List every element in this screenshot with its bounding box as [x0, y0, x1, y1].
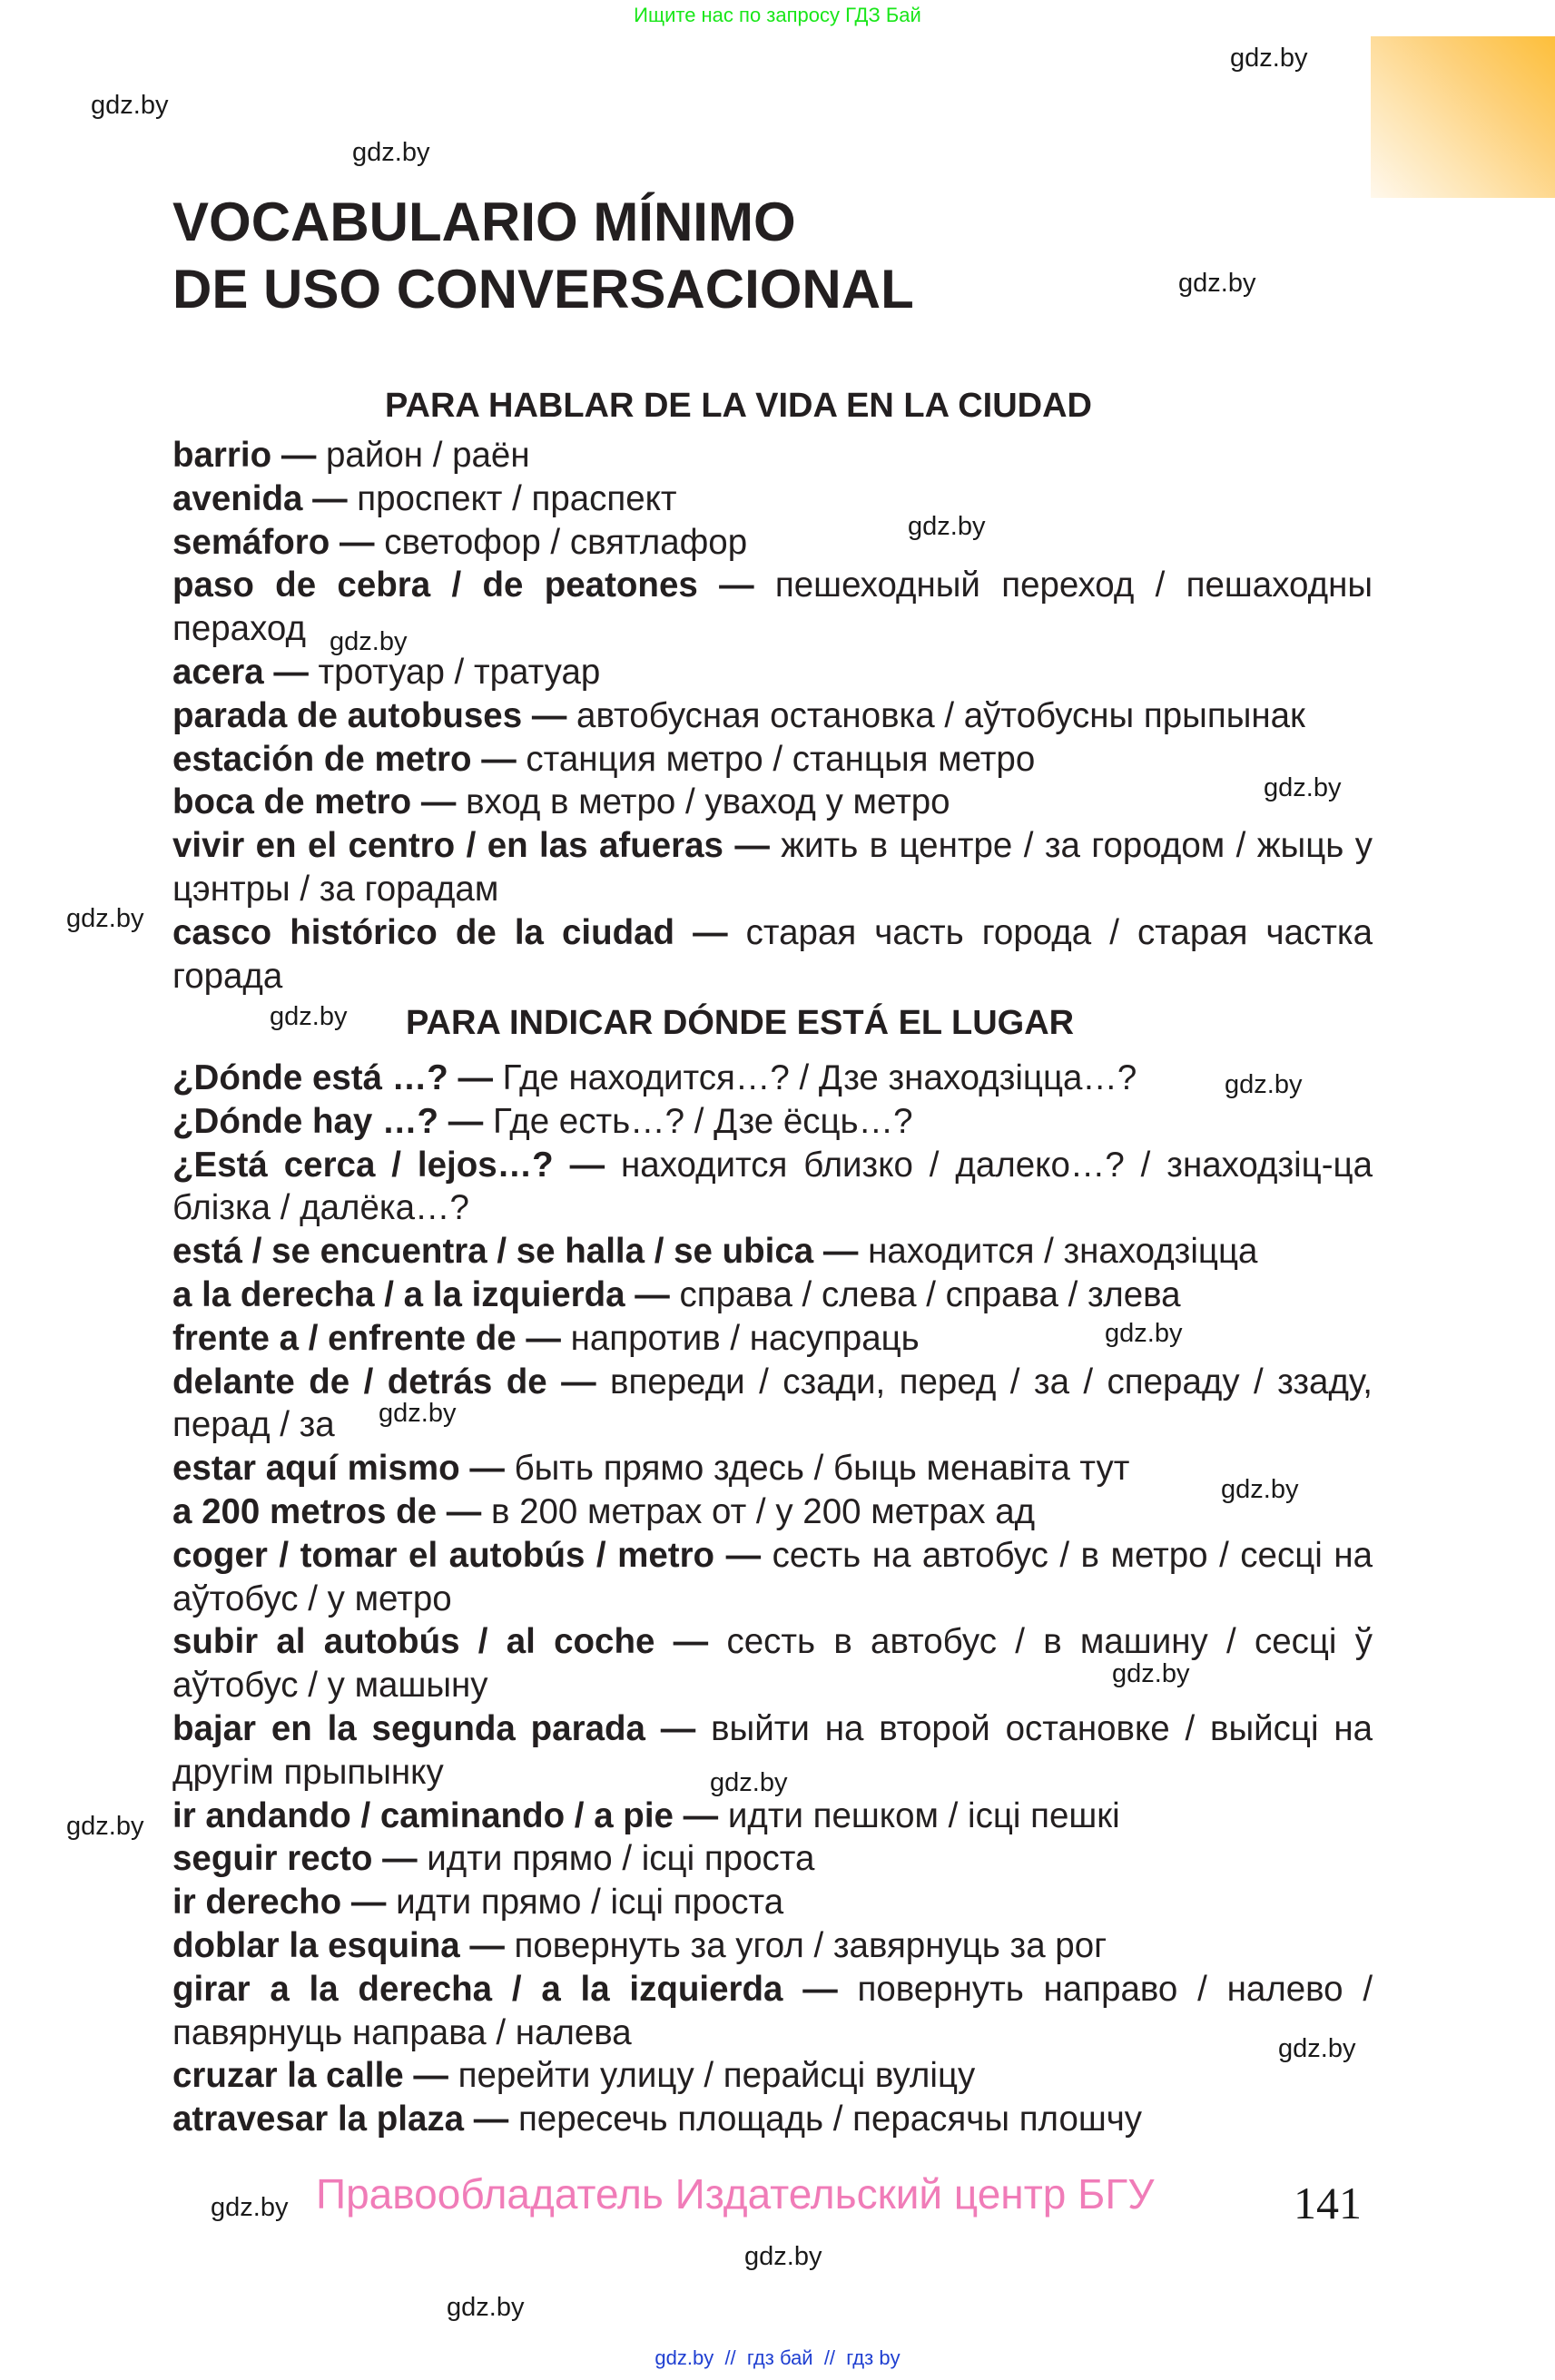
dash: —: [822, 1232, 859, 1272]
vocab-term: atravesar la plaza: [172, 2100, 465, 2139]
watermark: gdz.by: [1225, 1070, 1303, 1099]
watermark: gdz.by: [1178, 269, 1256, 298]
watermark: gdz.by: [66, 1812, 144, 1841]
watermark: gdz.by: [1264, 773, 1342, 802]
vocab-entry: [172, 1837, 1373, 1881]
vocab-translation: идти прямо / ісці проста: [396, 1883, 784, 1923]
watermark: gdz.by: [91, 91, 169, 120]
vocab-term: subir al autobús / al coche: [172, 1622, 655, 1662]
vocab-entry: [172, 1490, 1373, 1534]
footer-links[interactable]: gdz.by // гдз бай // гдз by: [654, 2346, 901, 2369]
vocab-translation: станция метро / станцыя метро: [526, 739, 1036, 779]
watermark: gdz.by: [710, 1768, 788, 1797]
vocab-entry: [172, 824, 1373, 911]
vocab-list-location: [172, 1057, 1373, 2141]
page-title-line-2: DE USO CONVERSACIONAL: [172, 259, 914, 320]
vocab-term: barrio: [172, 436, 272, 475]
vocab-translation: справа / слева / справа / злева: [679, 1274, 1181, 1314]
vocab-entry: [172, 434, 1373, 477]
dash: —: [725, 1535, 762, 1575]
vocab-entry: [172, 1620, 1373, 1707]
dash: —: [660, 1708, 696, 1748]
watermark: gdz.by: [379, 1399, 457, 1428]
vocab-term: avenida: [172, 478, 303, 518]
watermark: gdz.by: [211, 2193, 289, 2222]
vocab-translation: повернуть за угол / завярнуць за рог: [514, 1925, 1107, 1965]
vocab-translation: жить в центре / за городом / жыць у цэнтры / за горадам: [172, 826, 1373, 909]
vocab-translation: быть прямо здесь / быць менавіта тут: [514, 1449, 1130, 1489]
vocab-entry: [172, 2098, 1373, 2141]
vocab-translation: повернуть направо / налево / павярнуць направа / налева: [172, 1969, 1373, 2052]
vocab-translation: напротив / насупраць: [570, 1318, 920, 1358]
watermark: gdz.by: [330, 627, 408, 656]
dash: —: [561, 1362, 596, 1401]
vocab-entry: [172, 1361, 1373, 1448]
dash: —: [280, 436, 317, 475]
vocab-entry: [172, 477, 1373, 521]
vocab-entry: [172, 1795, 1373, 1838]
vocab-translation: проспект / праспект: [357, 478, 677, 518]
dash: —: [312, 478, 348, 518]
vocab-term: paso de cebra / de peatones: [172, 565, 698, 605]
vocab-entry: [172, 1968, 1373, 2055]
watermark: gdz.by: [1230, 44, 1308, 73]
vocab-term: vivir en el centro / en las afueras: [172, 826, 723, 866]
vocab-entry: [172, 651, 1373, 694]
dash: —: [273, 652, 309, 692]
page-title-line-1: VOCABULARIO MÍNIMO: [172, 192, 796, 252]
vocab-term: boca de metro: [172, 782, 412, 822]
vocab-entry: [172, 1274, 1373, 1317]
vocab-entry: [172, 1924, 1373, 1968]
vocab-term: estar aquí mismo: [172, 1449, 460, 1489]
vocab-translation: впереди / сзади, перед / за / спераду / ззаду, перад / за: [172, 1362, 1373, 1445]
vocab-term: acera: [172, 652, 264, 692]
vocab-translation: в 200 метрах от / у 200 метрах ад: [490, 1491, 1036, 1531]
vocab-translation: район / раён: [326, 436, 530, 475]
vocab-entry: [172, 1534, 1373, 1621]
dash: —: [382, 1839, 418, 1879]
watermark: gdz.by: [744, 2242, 822, 2271]
vocab-term: semáforo: [172, 522, 330, 562]
watermark: gdz.by: [908, 512, 986, 541]
vocab-list-city-life: [172, 434, 1373, 998]
copyright-notice: Правообладатель Издательский центр БГУ: [316, 2170, 1155, 2218]
vocab-entry: [172, 781, 1373, 824]
dash: —: [448, 1101, 484, 1141]
dash: —: [420, 782, 457, 822]
vocab-term: ¿Dónde hay …?: [172, 1101, 439, 1141]
vocab-entry: [172, 694, 1373, 738]
dash: —: [481, 739, 517, 779]
vocab-term: a 200 metros de: [172, 1491, 438, 1531]
vocab-term: ¿Está cerca / lejos…?: [172, 1145, 554, 1185]
vocab-entry: [172, 1100, 1373, 1144]
dash: —: [473, 2100, 509, 2139]
vocab-translation: выйти на второй остановке / выйсці на другім прыпынку: [172, 1708, 1373, 1792]
vocab-entry: [172, 1707, 1373, 1795]
vocab-entry: [172, 521, 1373, 565]
dash: —: [458, 1058, 493, 1097]
vocab-translation: идти прямо / ісці проста: [427, 1839, 815, 1879]
vocab-term: está / se encuentra / se halla / se ubica: [172, 1232, 814, 1272]
vocab-entry: [172, 564, 1373, 651]
vocab-translation: старая часть города / старая частка горада: [172, 912, 1373, 996]
vocab-entry: [172, 1144, 1373, 1231]
watermark: gdz.by: [270, 1002, 348, 1031]
vocab-translation: находится / знаходзіцца: [868, 1232, 1258, 1272]
vocab-translation: светофор / святлафор: [384, 522, 748, 562]
dash: —: [802, 1969, 838, 2009]
watermark: gdz.by: [66, 904, 144, 933]
vocab-entry: [172, 1230, 1373, 1274]
vocab-entry: [172, 1317, 1373, 1361]
dash: —: [469, 1449, 505, 1489]
dash: —: [693, 912, 728, 952]
page-title: [172, 189, 914, 323]
vocab-entry: [172, 2054, 1373, 2098]
vocab-term: frente a / enfrente de: [172, 1318, 517, 1358]
vocab-translation: пешеходный переход / пешаходны пераход: [172, 565, 1373, 649]
dash: —: [569, 1145, 605, 1185]
search-banner[interactable]: Ищите нас по запросу ГДЗ Бай: [634, 4, 921, 26]
corner-color-tab: [1371, 36, 1555, 198]
vocab-translation: Где есть…? / Дзе ёсць…?: [492, 1101, 913, 1141]
vocab-term: bajar en la segunda parada: [172, 1708, 645, 1748]
vocab-term: estación de metro: [172, 739, 472, 779]
vocab-translation: пересечь площадь / перасячы плошчу: [517, 2100, 1143, 2139]
dash: —: [531, 695, 567, 735]
vocab-term: ¿Dónde está …?: [172, 1058, 448, 1097]
vocab-entry: [172, 1057, 1373, 1100]
vocab-entry: [172, 738, 1373, 782]
page-number: 141: [1294, 2178, 1362, 2228]
dash: —: [413, 2056, 448, 2096]
section-heading-location: PARA INDICAR DÓNDE ESTÁ EL LUGAR: [406, 1004, 1075, 1042]
vocab-term: ir derecho: [172, 1883, 342, 1923]
dash: —: [340, 522, 375, 562]
vocab-entry: [172, 1447, 1373, 1490]
vocab-translation: находится близко / далеко…? / знаходзіц-ца блізка / далёка…?: [172, 1145, 1373, 1228]
vocab-translation: сесть на автобус / в метро / сесці на аўтобус / у метро: [172, 1535, 1373, 1618]
vocab-term: coger / tomar el autobús / metro: [172, 1535, 715, 1575]
watermark: gdz.by: [352, 138, 430, 167]
vocab-translation: сесть в автобус / в машину / сесці ў аўтобус / у машыну: [172, 1622, 1373, 1706]
dash: —: [719, 565, 754, 605]
dash: —: [446, 1491, 482, 1531]
watermark: gdz.by: [1112, 1659, 1190, 1688]
vocab-translation: идти пешком / ісці пешкі: [727, 1795, 1120, 1835]
vocab-term: delante de / detrás de: [172, 1362, 547, 1401]
vocab-translation: вход в метро / уваход у метро: [466, 782, 950, 822]
dash: —: [469, 1925, 505, 1965]
vocab-translation: перейти улицу / перайсці вуліцу: [458, 2056, 976, 2096]
dash: —: [526, 1318, 561, 1358]
vocab-term: parada de autobuses: [172, 695, 523, 735]
dash: —: [673, 1622, 709, 1662]
dash: —: [350, 1883, 387, 1923]
vocab-translation: Где находится…? / Дзе знаходзіцца…?: [502, 1058, 1137, 1097]
vocab-term: a la derecha / a la izquierda: [172, 1274, 625, 1314]
watermark: gdz.by: [1278, 2034, 1356, 2063]
vocab-translation: автобусная остановка / аўтобусны прыпынак: [576, 695, 1305, 735]
vocab-translation: тротуар / тратуар: [318, 652, 601, 692]
section-heading-city-life: PARA HABLAR DE LA VIDA EN LA CIUDAD: [385, 387, 1092, 425]
dash: —: [683, 1795, 719, 1835]
watermark: gdz.by: [1105, 1319, 1183, 1348]
vocab-term: casco histórico de la ciudad: [172, 912, 675, 952]
watermark: gdz.by: [447, 2293, 525, 2322]
dash: —: [635, 1274, 670, 1314]
vocab-term: cruzar la calle: [172, 2056, 404, 2096]
vocab-term: girar a la derecha / a la izquierda: [172, 1969, 783, 2009]
vocab-term: seguir recto: [172, 1839, 373, 1879]
vocab-term: doblar la esquina: [172, 1925, 460, 1965]
vocab-term: ir andando / caminando / a pie: [172, 1795, 674, 1835]
vocab-entry: [172, 1881, 1373, 1924]
dash: —: [734, 826, 770, 866]
vocab-entry: [172, 911, 1373, 998]
watermark: gdz.by: [1221, 1475, 1299, 1504]
